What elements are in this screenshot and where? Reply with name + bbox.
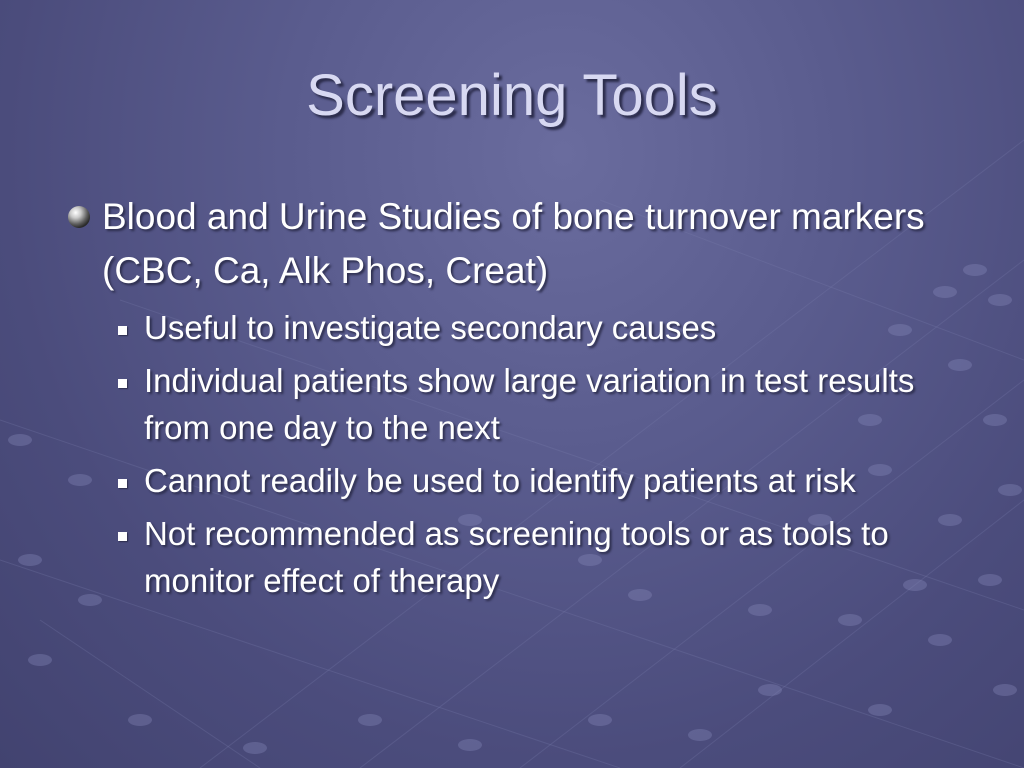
- subbullet-item: [144, 457, 964, 504]
- square-bullet-icon: [118, 532, 127, 541]
- bullet-text: Blood and Urine Studies of bone turnover markers (CBC, Ca, Alk Phos, Creat): [102, 196, 925, 291]
- bullet-item: [64, 190, 964, 298]
- square-bullet-icon: [118, 379, 127, 388]
- subbullet-text: Cannot readily be used to identify patients at risk: [144, 462, 856, 499]
- slide-content: [64, 190, 964, 610]
- subbullet-text: Individual patients show large variation in test results from one day to the next: [144, 362, 915, 446]
- subbullet-item: [144, 357, 964, 451]
- subbullet-item: [144, 304, 964, 351]
- subbullet-text: Not recommended as screening tools or as tools to monitor effect of therapy: [144, 515, 889, 599]
- subbullet-item: [144, 510, 964, 604]
- square-bullet-icon: [118, 479, 127, 488]
- orb-bullet-icon: [66, 204, 92, 230]
- subbullet-text: Useful to investigate secondary causes: [144, 309, 717, 346]
- slide-title: Screening Tools: [306, 63, 718, 128]
- square-bullet-icon: [118, 326, 127, 335]
